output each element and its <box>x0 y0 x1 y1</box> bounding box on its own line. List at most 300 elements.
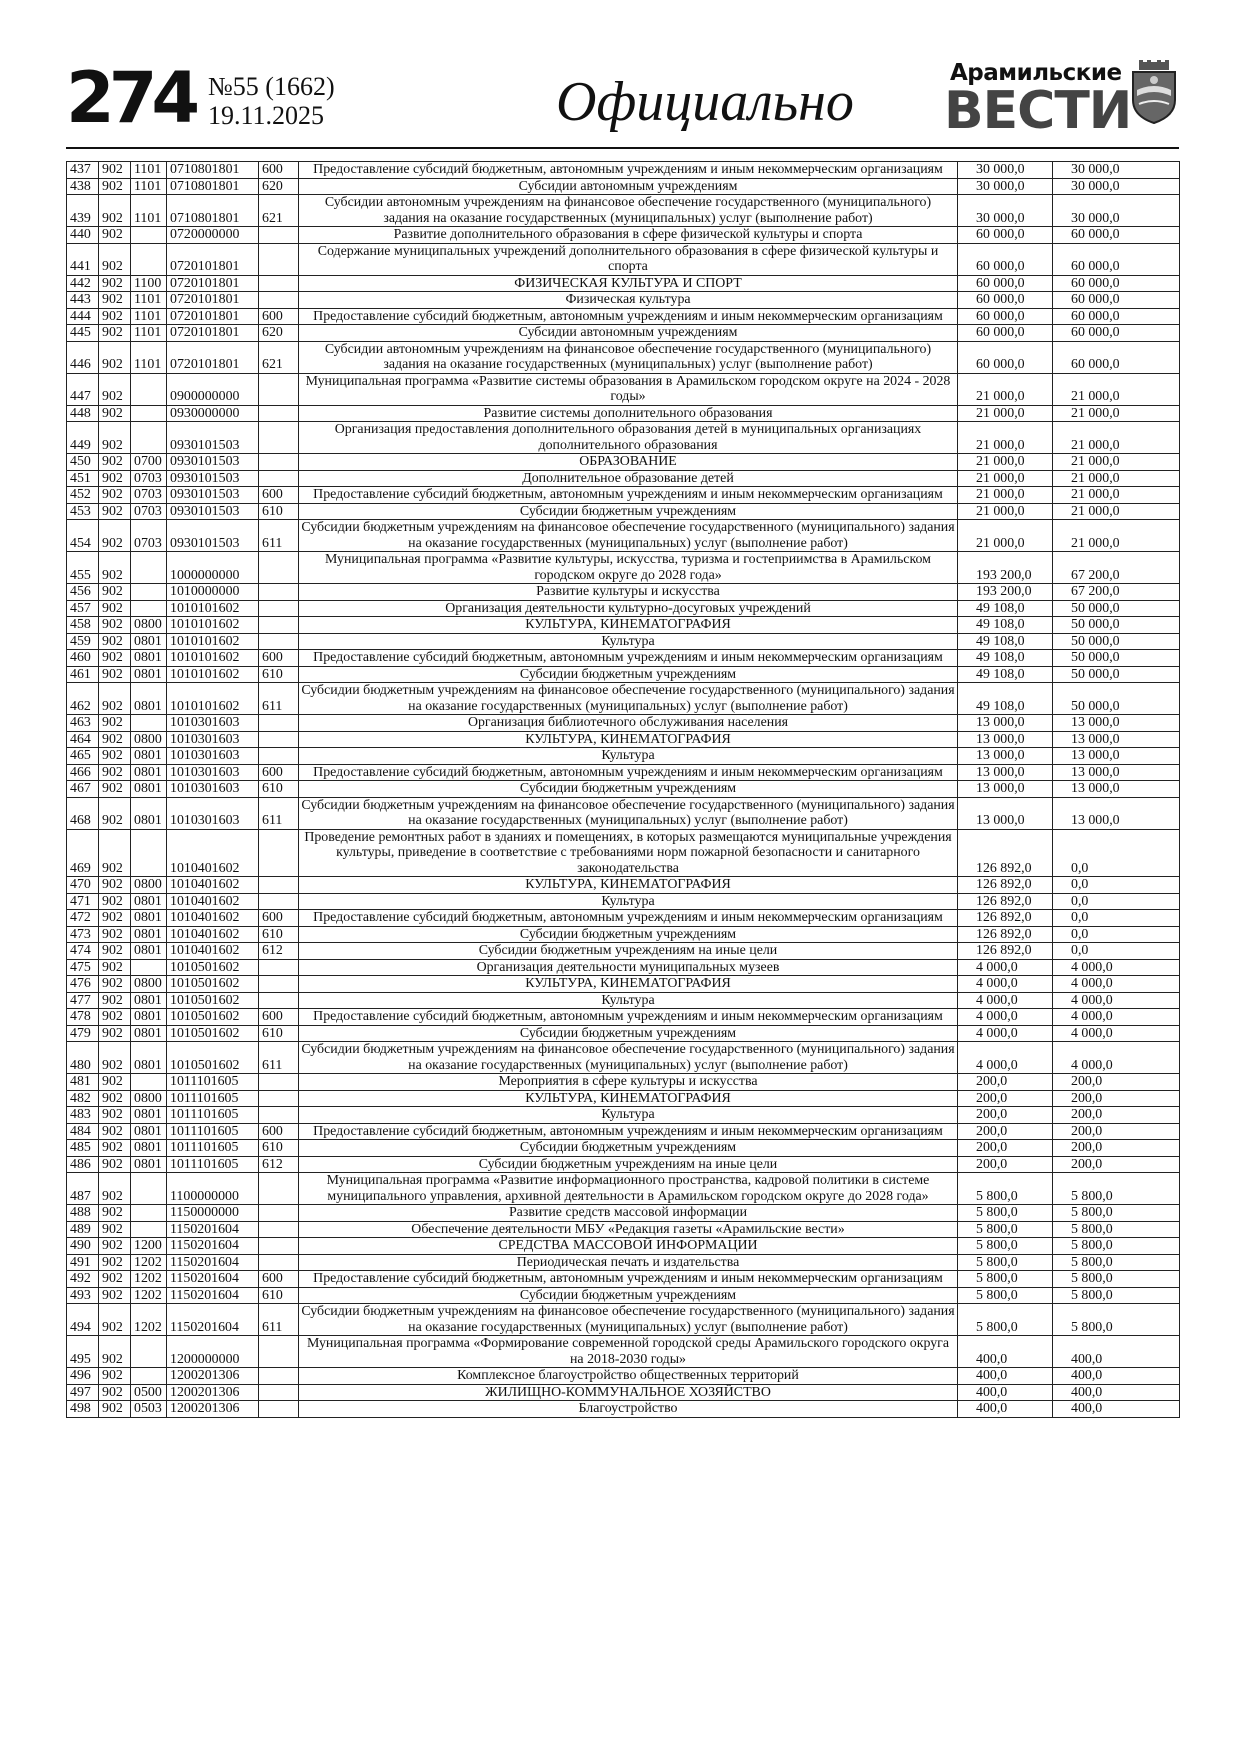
row-number: 453 <box>67 503 99 520</box>
expense-type <box>259 1107 299 1124</box>
expense-type <box>259 893 299 910</box>
row-number: 493 <box>67 1287 99 1304</box>
target-code: 0930101503 <box>167 470 259 487</box>
item-name: Культура <box>299 1107 958 1124</box>
section-code: 0801 <box>131 1123 167 1140</box>
amount-2026: 60 000,0 <box>958 292 1053 309</box>
target-code: 1010301603 <box>167 748 259 765</box>
expense-type: 600 <box>259 162 299 179</box>
amount-2026: 49 108,0 <box>958 600 1053 617</box>
target-code: 0930101503 <box>167 454 259 471</box>
ministry-code: 902 <box>99 227 131 244</box>
amount-2026: 200,0 <box>958 1156 1053 1173</box>
section-code: 1202 <box>131 1287 167 1304</box>
amount-2027: 200,0 <box>1053 1156 1180 1173</box>
amount-2027: 50 000,0 <box>1053 633 1180 650</box>
expense-type: 621 <box>259 195 299 227</box>
amount-2026: 126 892,0 <box>958 829 1053 877</box>
ministry-code: 902 <box>99 1238 131 1255</box>
table-row <box>67 666 1180 683</box>
ministry-code: 902 <box>99 959 131 976</box>
amount-2027: 50 000,0 <box>1053 617 1180 634</box>
row-number: 451 <box>67 470 99 487</box>
section-code: 0801 <box>131 633 167 650</box>
amount-2026: 49 108,0 <box>958 633 1053 650</box>
table-row <box>67 943 1180 960</box>
row-number: 490 <box>67 1238 99 1255</box>
table-row <box>67 195 1180 227</box>
table-row <box>67 926 1180 943</box>
expense-type: 611 <box>259 683 299 715</box>
row-number: 495 <box>67 1336 99 1368</box>
amount-2026: 60 000,0 <box>958 325 1053 342</box>
expense-type <box>259 600 299 617</box>
ministry-code: 902 <box>99 1140 131 1157</box>
row-number: 478 <box>67 1009 99 1026</box>
ministry-code: 902 <box>99 1384 131 1401</box>
expense-type <box>259 1254 299 1271</box>
amount-2027: 5 800,0 <box>1053 1238 1180 1255</box>
table-row <box>67 1123 1180 1140</box>
ministry-code: 902 <box>99 666 131 683</box>
target-code: 1010401602 <box>167 829 259 877</box>
section-code: 1200 <box>131 1238 167 1255</box>
row-number: 439 <box>67 195 99 227</box>
row-number: 474 <box>67 943 99 960</box>
item-name: Дополнительное образование детей <box>299 470 958 487</box>
amount-2026: 126 892,0 <box>958 926 1053 943</box>
ministry-code: 902 <box>99 243 131 275</box>
expense-type <box>259 1173 299 1205</box>
amount-2027: 4 000,0 <box>1053 992 1180 1009</box>
item-name: ОБРАЗОВАНИЕ <box>299 454 958 471</box>
section-code: 0703 <box>131 503 167 520</box>
table-row <box>67 341 1180 373</box>
ministry-code: 902 <box>99 1156 131 1173</box>
item-name: Культура <box>299 893 958 910</box>
ministry-code: 902 <box>99 910 131 927</box>
target-code: 0900000000 <box>167 373 259 405</box>
item-name: Субсидии бюджетным учреждениям <box>299 1287 958 1304</box>
expense-type <box>259 584 299 601</box>
table-row <box>67 910 1180 927</box>
section-code: 0800 <box>131 877 167 894</box>
target-code: 0720101801 <box>167 243 259 275</box>
section-code: 0801 <box>131 893 167 910</box>
section-code: 0800 <box>131 1090 167 1107</box>
amount-2027: 13 000,0 <box>1053 797 1180 829</box>
amount-2026: 126 892,0 <box>958 910 1053 927</box>
section-code: 1202 <box>131 1304 167 1336</box>
row-number: 464 <box>67 731 99 748</box>
item-name: Организация библиотечного обслуживания населения <box>299 715 958 732</box>
expense-type: 620 <box>259 178 299 195</box>
section-code: 0801 <box>131 650 167 667</box>
row-number: 470 <box>67 877 99 894</box>
page-number: 274 <box>66 57 195 139</box>
item-name: Благоустройство <box>299 1401 958 1418</box>
expense-type: 600 <box>259 764 299 781</box>
amount-2027: 0,0 <box>1053 926 1180 943</box>
ministry-code: 902 <box>99 797 131 829</box>
amount-2026: 60 000,0 <box>958 341 1053 373</box>
target-code: 0720101801 <box>167 292 259 309</box>
budget-table <box>66 161 1180 1418</box>
section-code <box>131 422 167 454</box>
ministry-code: 902 <box>99 195 131 227</box>
amount-2026: 4 000,0 <box>958 976 1053 993</box>
target-code: 1010301603 <box>167 731 259 748</box>
amount-2026: 21 000,0 <box>958 373 1053 405</box>
item-name: Субсидии бюджетным учреждениям на иные цели <box>299 1156 958 1173</box>
table-row <box>67 1205 1180 1222</box>
section-code: 0801 <box>131 910 167 927</box>
table-row <box>67 829 1180 877</box>
target-code: 1150201604 <box>167 1271 259 1288</box>
target-code: 1010101602 <box>167 600 259 617</box>
amount-2026: 21 000,0 <box>958 422 1053 454</box>
section-code <box>131 1205 167 1222</box>
amount-2027: 0,0 <box>1053 893 1180 910</box>
amount-2027: 21 000,0 <box>1053 422 1180 454</box>
section-code: 0800 <box>131 731 167 748</box>
expense-type <box>259 292 299 309</box>
row-number: 477 <box>67 992 99 1009</box>
section-code <box>131 1221 167 1238</box>
expense-type: 610 <box>259 1025 299 1042</box>
table-row <box>67 731 1180 748</box>
header-rule <box>66 147 1179 149</box>
table-row <box>67 178 1180 195</box>
target-code: 1150201604 <box>167 1287 259 1304</box>
amount-2026: 21 000,0 <box>958 487 1053 504</box>
target-code: 1010301603 <box>167 797 259 829</box>
target-code: 0710801801 <box>167 195 259 227</box>
amount-2027: 21 000,0 <box>1053 405 1180 422</box>
target-code: 1100000000 <box>167 1173 259 1205</box>
item-name: Субсидии бюджетным учреждениям <box>299 1025 958 1042</box>
amount-2027: 4 000,0 <box>1053 959 1180 976</box>
amount-2027: 13 000,0 <box>1053 781 1180 798</box>
amount-2027: 5 800,0 <box>1053 1254 1180 1271</box>
table-row <box>67 1336 1180 1368</box>
item-name: Организация деятельности муниципальных музеев <box>299 959 958 976</box>
item-name: Физическая культура <box>299 292 958 309</box>
table-row <box>67 487 1180 504</box>
target-code: 0930101503 <box>167 503 259 520</box>
expense-type <box>259 617 299 634</box>
expense-type: 611 <box>259 797 299 829</box>
ministry-code: 902 <box>99 308 131 325</box>
amount-2027: 13 000,0 <box>1053 715 1180 732</box>
target-code: 0720101801 <box>167 325 259 342</box>
row-number: 442 <box>67 275 99 292</box>
amount-2027: 0,0 <box>1053 877 1180 894</box>
amount-2026: 5 800,0 <box>958 1205 1053 1222</box>
amount-2026: 13 000,0 <box>958 797 1053 829</box>
table-row <box>67 748 1180 765</box>
item-name: Муниципальная программа «Развитие культуры, искусства, туризма и гостеприимства в Арамильском городском округе до 2028 года» <box>299 552 958 584</box>
table-row <box>67 1287 1180 1304</box>
ministry-code: 902 <box>99 1304 131 1336</box>
expense-type <box>259 1384 299 1401</box>
amount-2026: 193 200,0 <box>958 552 1053 584</box>
section-code: 1101 <box>131 162 167 179</box>
section-code <box>131 1368 167 1385</box>
section-code <box>131 1336 167 1368</box>
row-number: 473 <box>67 926 99 943</box>
amount-2027: 5 800,0 <box>1053 1221 1180 1238</box>
row-number: 463 <box>67 715 99 732</box>
target-code: 1011101605 <box>167 1140 259 1157</box>
amount-2027: 200,0 <box>1053 1107 1180 1124</box>
coat-of-arms-icon <box>1129 60 1179 129</box>
amount-2026: 400,0 <box>958 1401 1053 1418</box>
target-code: 1010101602 <box>167 683 259 715</box>
row-number: 455 <box>67 552 99 584</box>
row-number: 471 <box>67 893 99 910</box>
target-code: 1010501602 <box>167 992 259 1009</box>
target-code: 1010101602 <box>167 617 259 634</box>
ministry-code: 902 <box>99 1042 131 1074</box>
item-name: Субсидии бюджетным учреждениям на иные цели <box>299 943 958 960</box>
item-name: Предоставление субсидий бюджетным, автономным учреждениям и иным некоммерческим организациям <box>299 1271 958 1288</box>
target-code: 1010301603 <box>167 715 259 732</box>
amount-2026: 5 800,0 <box>958 1173 1053 1205</box>
ministry-code: 902 <box>99 1401 131 1418</box>
section-code <box>131 600 167 617</box>
amount-2027: 67 200,0 <box>1053 552 1180 584</box>
amount-2026: 49 108,0 <box>958 666 1053 683</box>
table-row <box>67 1173 1180 1205</box>
amount-2027: 0,0 <box>1053 943 1180 960</box>
amount-2027: 21 000,0 <box>1053 373 1180 405</box>
item-name: ФИЗИЧЕСКАЯ КУЛЬТУРА И СПОРТ <box>299 275 958 292</box>
section-title: Официально <box>556 71 854 133</box>
amount-2026: 5 800,0 <box>958 1254 1053 1271</box>
amount-2026: 60 000,0 <box>958 243 1053 275</box>
expense-type: 600 <box>259 650 299 667</box>
table-row <box>67 1401 1180 1418</box>
table-row <box>67 227 1180 244</box>
amount-2026: 4 000,0 <box>958 1042 1053 1074</box>
item-name: Культура <box>299 748 958 765</box>
row-number: 452 <box>67 487 99 504</box>
item-name: СРЕДСТВА МАССОВОЙ ИНФОРМАЦИИ <box>299 1238 958 1255</box>
expense-type: 611 <box>259 520 299 552</box>
target-code: 1010101602 <box>167 666 259 683</box>
amount-2026: 30 000,0 <box>958 178 1053 195</box>
row-number: 445 <box>67 325 99 342</box>
amount-2026: 193 200,0 <box>958 584 1053 601</box>
expense-type <box>259 275 299 292</box>
expense-type <box>259 1336 299 1368</box>
item-name: Предоставление субсидий бюджетным, автономным учреждениям и иным некоммерческим организациям <box>299 764 958 781</box>
amount-2026: 13 000,0 <box>958 748 1053 765</box>
amount-2026: 13 000,0 <box>958 731 1053 748</box>
item-name: Муниципальная программа «Развитие системы образования в Арамильском городском округе на 2024 - 2028 годы» <box>299 373 958 405</box>
expense-type: 600 <box>259 910 299 927</box>
expense-type <box>259 633 299 650</box>
amount-2026: 49 108,0 <box>958 650 1053 667</box>
target-code: 0710801801 <box>167 162 259 179</box>
section-code: 0801 <box>131 1009 167 1026</box>
ministry-code: 902 <box>99 1173 131 1205</box>
ministry-code: 902 <box>99 1090 131 1107</box>
section-code: 1100 <box>131 275 167 292</box>
expense-type: 600 <box>259 487 299 504</box>
amount-2027: 60 000,0 <box>1053 243 1180 275</box>
row-number: 460 <box>67 650 99 667</box>
expense-type: 610 <box>259 781 299 798</box>
amount-2027: 0,0 <box>1053 829 1180 877</box>
table-row <box>67 781 1180 798</box>
amount-2027: 60 000,0 <box>1053 275 1180 292</box>
expense-type <box>259 470 299 487</box>
amount-2026: 4 000,0 <box>958 1025 1053 1042</box>
table-row <box>67 633 1180 650</box>
amount-2026: 400,0 <box>958 1384 1053 1401</box>
table-row <box>67 1304 1180 1336</box>
amount-2027: 21 000,0 <box>1053 503 1180 520</box>
amount-2027: 21 000,0 <box>1053 487 1180 504</box>
target-code: 1000000000 <box>167 552 259 584</box>
section-code: 1101 <box>131 308 167 325</box>
expense-type <box>259 1401 299 1418</box>
table-row <box>67 1140 1180 1157</box>
section-code <box>131 373 167 405</box>
row-number: 454 <box>67 520 99 552</box>
amount-2027: 400,0 <box>1053 1384 1180 1401</box>
item-name: Периодическая печать и издательства <box>299 1254 958 1271</box>
amount-2026: 21 000,0 <box>958 470 1053 487</box>
amount-2026: 126 892,0 <box>958 877 1053 894</box>
row-number: 494 <box>67 1304 99 1336</box>
ministry-code: 902 <box>99 633 131 650</box>
expense-type: 600 <box>259 1271 299 1288</box>
row-number: 469 <box>67 829 99 877</box>
section-code: 0801 <box>131 666 167 683</box>
section-code: 1101 <box>131 195 167 227</box>
section-code <box>131 227 167 244</box>
expense-type: 612 <box>259 943 299 960</box>
ministry-code: 902 <box>99 178 131 195</box>
section-code: 0801 <box>131 1140 167 1157</box>
issue-date: 19.11.2025 <box>208 101 325 130</box>
expense-type: 620 <box>259 325 299 342</box>
section-code: 1101 <box>131 325 167 342</box>
amount-2027: 5 800,0 <box>1053 1271 1180 1288</box>
row-number: 481 <box>67 1074 99 1091</box>
row-number: 498 <box>67 1401 99 1418</box>
target-code: 1010401602 <box>167 926 259 943</box>
item-name: Культура <box>299 992 958 1009</box>
amount-2026: 5 800,0 <box>958 1221 1053 1238</box>
amount-2027: 50 000,0 <box>1053 683 1180 715</box>
section-code: 1202 <box>131 1271 167 1288</box>
expense-type: 610 <box>259 1140 299 1157</box>
item-name: Предоставление субсидий бюджетным, автономным учреждениям и иным некоммерческим организациям <box>299 162 958 179</box>
ministry-code: 902 <box>99 422 131 454</box>
target-code: 1150000000 <box>167 1205 259 1222</box>
amount-2026: 200,0 <box>958 1140 1053 1157</box>
expense-type <box>259 1238 299 1255</box>
table-row <box>67 1384 1180 1401</box>
section-code: 1101 <box>131 292 167 309</box>
section-code: 0801 <box>131 992 167 1009</box>
row-number: 480 <box>67 1042 99 1074</box>
ministry-code: 902 <box>99 1254 131 1271</box>
ministry-code: 902 <box>99 1271 131 1288</box>
amount-2026: 200,0 <box>958 1123 1053 1140</box>
target-code: 1010501602 <box>167 1025 259 1042</box>
section-code <box>131 552 167 584</box>
amount-2026: 30 000,0 <box>958 162 1053 179</box>
item-name: Культура <box>299 633 958 650</box>
row-number: 475 <box>67 959 99 976</box>
target-code: 1010301603 <box>167 764 259 781</box>
amount-2027: 400,0 <box>1053 1336 1180 1368</box>
target-code: 0720101801 <box>167 308 259 325</box>
ministry-code: 902 <box>99 715 131 732</box>
ministry-code: 902 <box>99 405 131 422</box>
ministry-code: 902 <box>99 470 131 487</box>
item-name: Предоставление субсидий бюджетным, автономным учреждениям и иным некоммерческим организациям <box>299 910 958 927</box>
table-row <box>67 1090 1180 1107</box>
item-name: Развитие средств массовой информации <box>299 1205 958 1222</box>
expense-type: 621 <box>259 341 299 373</box>
table-row <box>67 976 1180 993</box>
ministry-code: 902 <box>99 829 131 877</box>
table-row <box>67 405 1180 422</box>
section-code: 0801 <box>131 1042 167 1074</box>
table-row <box>67 422 1180 454</box>
expense-type <box>259 454 299 471</box>
item-name: Развитие дополнительного образования в сфере физической культуры и спорта <box>299 227 958 244</box>
issue-info <box>208 72 335 130</box>
ministry-code: 902 <box>99 341 131 373</box>
amount-2026: 60 000,0 <box>958 308 1053 325</box>
ministry-code: 902 <box>99 1336 131 1368</box>
amount-2026: 4 000,0 <box>958 992 1053 1009</box>
item-name: Предоставление субсидий бюджетным, автономным учреждениям и иным некоммерческим организациям <box>299 308 958 325</box>
item-name: Субсидии бюджетным учреждениям на финансовое обеспечение государственного (муниципального) задания на оказание государственных (муниципальных) услуг (выполнение работ) <box>299 520 958 552</box>
ministry-code: 902 <box>99 325 131 342</box>
ministry-code: 902 <box>99 275 131 292</box>
row-number: 472 <box>67 910 99 927</box>
amount-2026: 60 000,0 <box>958 275 1053 292</box>
ministry-code: 902 <box>99 1074 131 1091</box>
target-code: 1150201604 <box>167 1254 259 1271</box>
amount-2026: 13 000,0 <box>958 781 1053 798</box>
ministry-code: 902 <box>99 584 131 601</box>
amount-2026: 126 892,0 <box>958 943 1053 960</box>
item-name: Предоставление субсидий бюджетным, автономным учреждениям и иным некоммерческим организациям <box>299 650 958 667</box>
row-number: 482 <box>67 1090 99 1107</box>
issue-number: №55 (1662) <box>208 72 335 101</box>
row-number: 441 <box>67 243 99 275</box>
amount-2026: 5 800,0 <box>958 1287 1053 1304</box>
target-code: 1010401602 <box>167 910 259 927</box>
section-code <box>131 829 167 877</box>
row-number: 444 <box>67 308 99 325</box>
amount-2026: 200,0 <box>958 1107 1053 1124</box>
row-number: 497 <box>67 1384 99 1401</box>
table-row <box>67 877 1180 894</box>
amount-2026: 5 800,0 <box>958 1271 1053 1288</box>
section-code: 0801 <box>131 926 167 943</box>
table-row <box>67 162 1180 179</box>
